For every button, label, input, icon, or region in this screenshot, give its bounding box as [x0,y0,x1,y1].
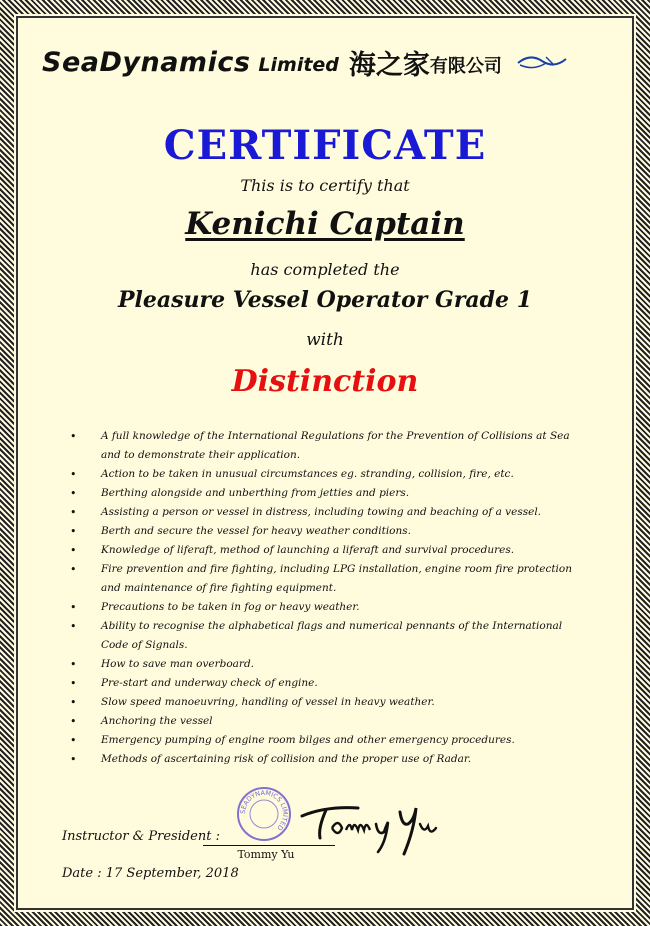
issue-date: Date : 17 September, 2018 [62,866,239,881]
company-name: SeaDynamics [42,46,251,78]
company-name-suffix: Limited [258,54,339,76]
company-name-chinese-suffix: 有限公司 [429,56,502,77]
svg-text:SEADYNAMICS LIMITED: SEADYNAMICS LIMITED [238,788,290,833]
list-item: • Berth and secure the vessel for heavy weather conditions. [68,522,584,541]
recipient-name: Kenichi Captain [185,206,465,242]
wave-logo-icon [516,51,568,75]
list-item: • Pre-start and underway check of engine. [68,674,584,693]
list-item: • Ability to recognise the alphabetical flags and numerical pennants of the International Code of Signals. [68,617,584,655]
list-item: • Assisting a person or vessel in distress, including towing and beaching of a vessel. [68,503,584,522]
certify-line: This is to certify that [240,176,410,195]
company-name-chinese: 海之家 [348,49,430,81]
with-line: with [306,330,344,350]
signer-name: Tommy Yu [237,848,295,861]
list-item: • Precautions to be taken in fog or heavy weather. [68,598,584,617]
instructor-label: Instructor & President : [62,829,220,844]
certificate-title: CERTIFICATE [163,122,487,169]
list-item: • How to save man overboard. [68,655,584,674]
list-item: • Emergency pumping of engine room bilges and other emergency procedures. [68,731,584,750]
list-item: • Anchoring the vessel [68,712,584,731]
list-item: • Knowledge of liferaft, method of launching a liferaft and survival procedures. [68,541,584,560]
list-item: • Slow speed manoeuvring, handling of vessel in heavy weather. [68,693,584,712]
competency-list [68,427,584,769]
company-header [42,42,622,82]
grade-distinction: Distinction [231,364,419,399]
list-item: • Methods of ascertaining risk of collision and the proper use of Radar. [68,750,584,769]
list-item: • Action to be taken in unusual circumstances eg. stranding, collision, fire, etc. [68,465,584,484]
list-item: • A full knowledge of the International Regulations for the Prevention of Collisions at Sea and to demonstrate their application. [68,427,584,465]
course-name: Pleasure Vessel Operator Grade 1 [117,287,533,313]
list-item: • Berthing alongside and unberthing from jetties and piers. [68,484,584,503]
completed-line: has completed the [250,260,400,279]
list-item: • Fire prevention and fire fighting, including LPG installation, engine room fire protection and maintenance of fire fighting equipment. [68,560,584,598]
